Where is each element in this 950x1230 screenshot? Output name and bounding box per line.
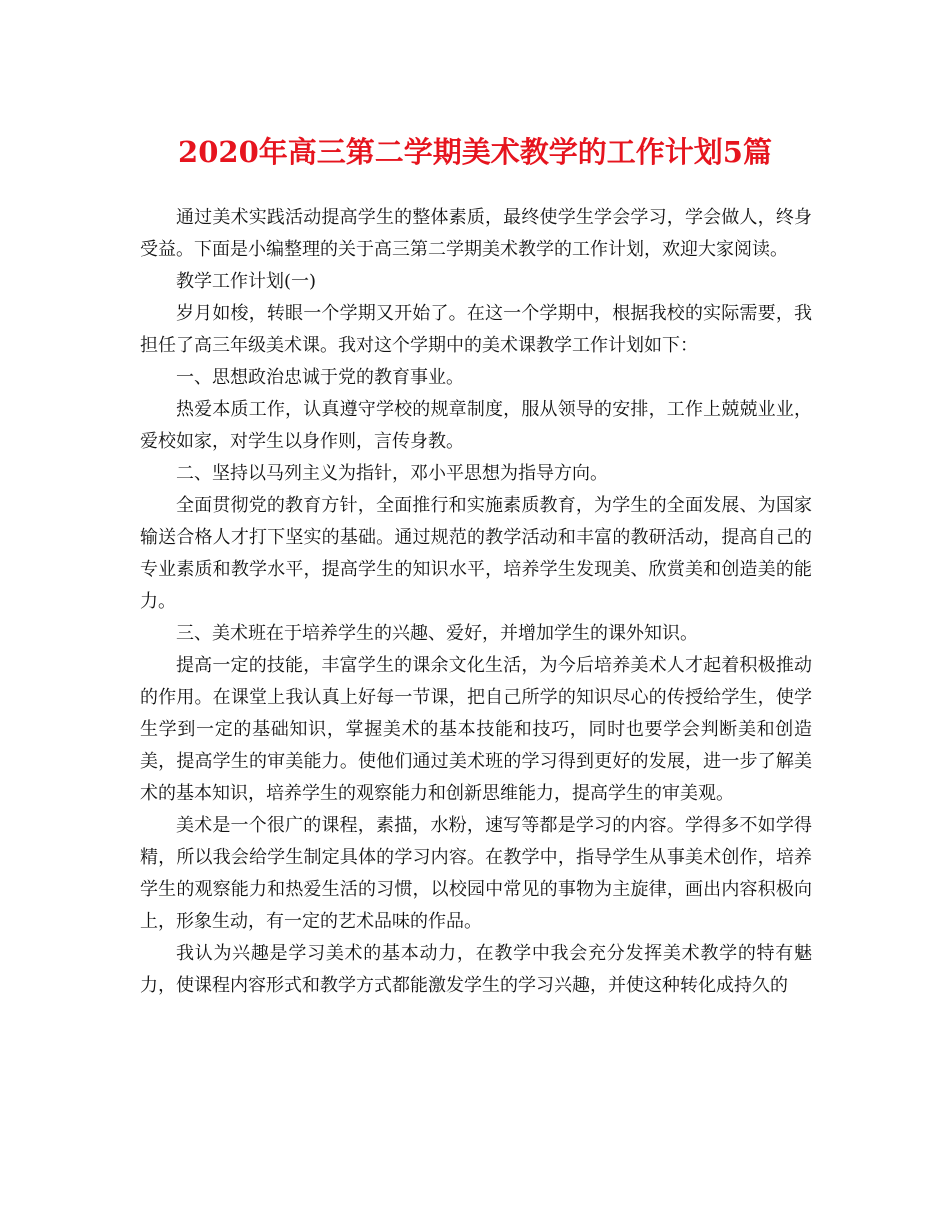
paragraph: 岁月如梭，转眼一个学期又开始了。在这一个学期中，根据我校的实际需要，我担任了高三年级美术课。我对这个学期中的美术课教学工作计划如下： [140, 303, 812, 356]
paragraph: 提高一定的技能，丰富学生的课余文化生活，为今后培养美术人才起着积极推动的作用。在课堂上我认真上好每一节课，把自己所学的知识尽心的传授给学生，使学生学到一定的基础知识，掌握美术的基本技能和技巧，同时也要学会判断美和创造美，提高学生的审美能力。使他们通过美术班的学习得到更好的发展，进一步了解美术的基本知识，培养学生的观察能力和创新思维能力，提高学生的审美观。 [140, 655, 812, 804]
paragraph: 全面贯彻党的教育方针，全面推行和实施素质教育，为学生的全面发展、为国家输送合格人才打下坚实的基础。通过规范的教学活动和丰富的教研活动，提高自己的专业素质和教学水平，提高学生的知识水平，培养学生发现美、欣赏美和创造美的能力。 [140, 495, 812, 612]
document-body [140, 202, 812, 1002]
section-heading: 三、美术班在于培养学生的兴趣、爱好，并增加学生的课外知识。 [176, 623, 698, 644]
section-heading-plan-1: 教学工作计划(一) [176, 271, 317, 292]
paragraph: 我认为兴趣是学习美术的基本动力，在教学中我会充分发挥美术教学的特有魅力，使课程内容形式和教学方式都能激发学生的学习兴趣，并使这种转化成持久的 [140, 943, 812, 996]
section-heading: 一、思想政治忠诚于党的教育事业。 [176, 367, 464, 388]
document-title: 2020年高三第二学期美术教学的工作计划5篇 [178, 135, 772, 169]
paragraph-intro: 通过美术实践活动提高学生的整体素质，最终使学生学会学习，学会做人，终身受益。下面是小编整理的关于高三第二学期美术教学的工作计划，欢迎大家阅读。 [140, 207, 812, 260]
section-heading: 二、坚持以马列主义为指针，邓小平思想为指导方向。 [176, 463, 608, 484]
paragraph: 美术是一个很广的课程，素描，水粉，速写等都是学习的内容。学得多不如学得精，所以我会给学生制定具体的学习内容。在教学中，指导学生从事美术创作，培养学生的观察能力和热爱生活的习惯，以校园中常见的事物为主旋律，画出内容积极向上，形象生动，有一定的艺术品味的作品。 [140, 815, 812, 932]
paragraph: 热爱本质工作，认真遵守学校的规章制度，服从领导的安排，工作上兢兢业业，爱校如家，对学生以身作则，言传身教。 [140, 399, 812, 452]
